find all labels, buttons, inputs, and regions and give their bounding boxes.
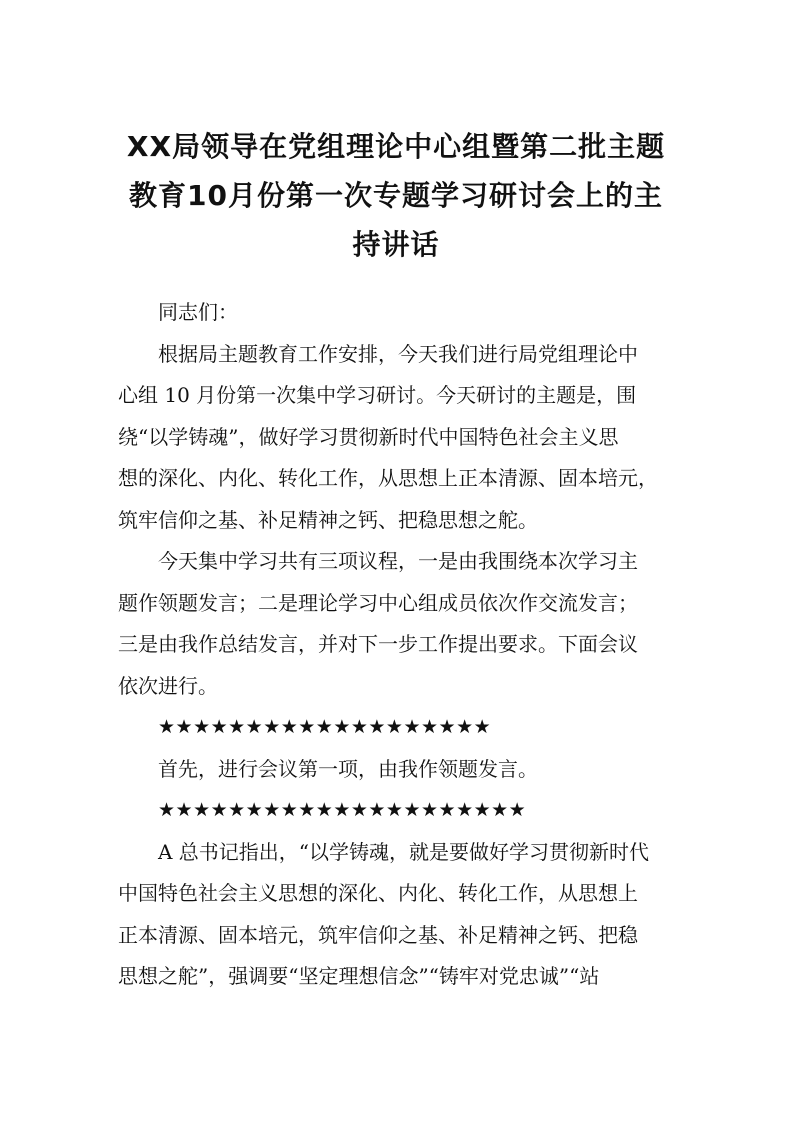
title-line-2: 教育10月份第一次专题学习研讨会上的主 xyxy=(129,179,663,212)
title-line-1: XX局领导在党组理论中心组暨第二批主题 xyxy=(126,130,666,163)
salutation: 同志们： xyxy=(158,300,238,324)
title-line-3: 持讲话 xyxy=(352,228,440,261)
paragraph1-line: 心组 10 月份第一次集中学习研讨。今天研讨的主题是，围 xyxy=(118,383,637,407)
paragraph1-line: 绕“以学铸魂”，做好学习贯彻新时代中国特色社会主义思 xyxy=(118,424,619,449)
paragraph-agenda-items xyxy=(118,541,674,707)
paragraph4-line: A 总书记指出，“以学铸魂，就是要做好学习贯彻新时代 xyxy=(158,839,650,864)
paragraph-speech xyxy=(118,832,674,998)
document-title xyxy=(118,122,674,269)
paragraph1-line: 根据局主题教育工作安排，今天我们进行局党组理论中 xyxy=(158,341,638,366)
paragraph2-line: 题作领题发言；二是理论学习中心组成员依次作交流发言； xyxy=(118,590,638,615)
paragraph-first-item: 首先，进行会议第一项，由我作领题发言。 xyxy=(158,756,538,781)
document-body xyxy=(118,292,674,998)
paragraph4-line: 正本清源、固本培元，筑牢信仰之基、补足精神之钙、把稳 xyxy=(118,922,638,947)
paragraph-agenda-intro xyxy=(118,334,674,542)
paragraph4-line: 中国特色社会主义思想的深化、内化、转化工作，从思想上 xyxy=(118,881,638,905)
paragraph2-line: 今天集中学习共有三项议程，一是由我围绕本次学习主 xyxy=(158,549,638,573)
star-divider-2: ★★★★★★★★★★★★★★★★★★★★★ xyxy=(158,799,527,821)
paragraph2-line: 依次进行。 xyxy=(118,673,218,698)
paragraph1-line: 想的深化、内化、转化工作，从思想上正本清源、固本培元， xyxy=(118,466,658,490)
star-divider-1: ★★★★★★★★★★★★★★★★★★★ xyxy=(158,716,492,738)
paragraph2-line: 三是由我作总结发言，并对下一步工作提出要求。下面会议 xyxy=(118,632,638,656)
paragraph1-line: 筑牢信仰之基、补足精神之钙、把稳思想之舵。 xyxy=(118,507,538,532)
paragraph4-line: 思想之舵”，强调要“坚定理想信念”“铸牢对党忠诚”“站 xyxy=(118,964,600,988)
